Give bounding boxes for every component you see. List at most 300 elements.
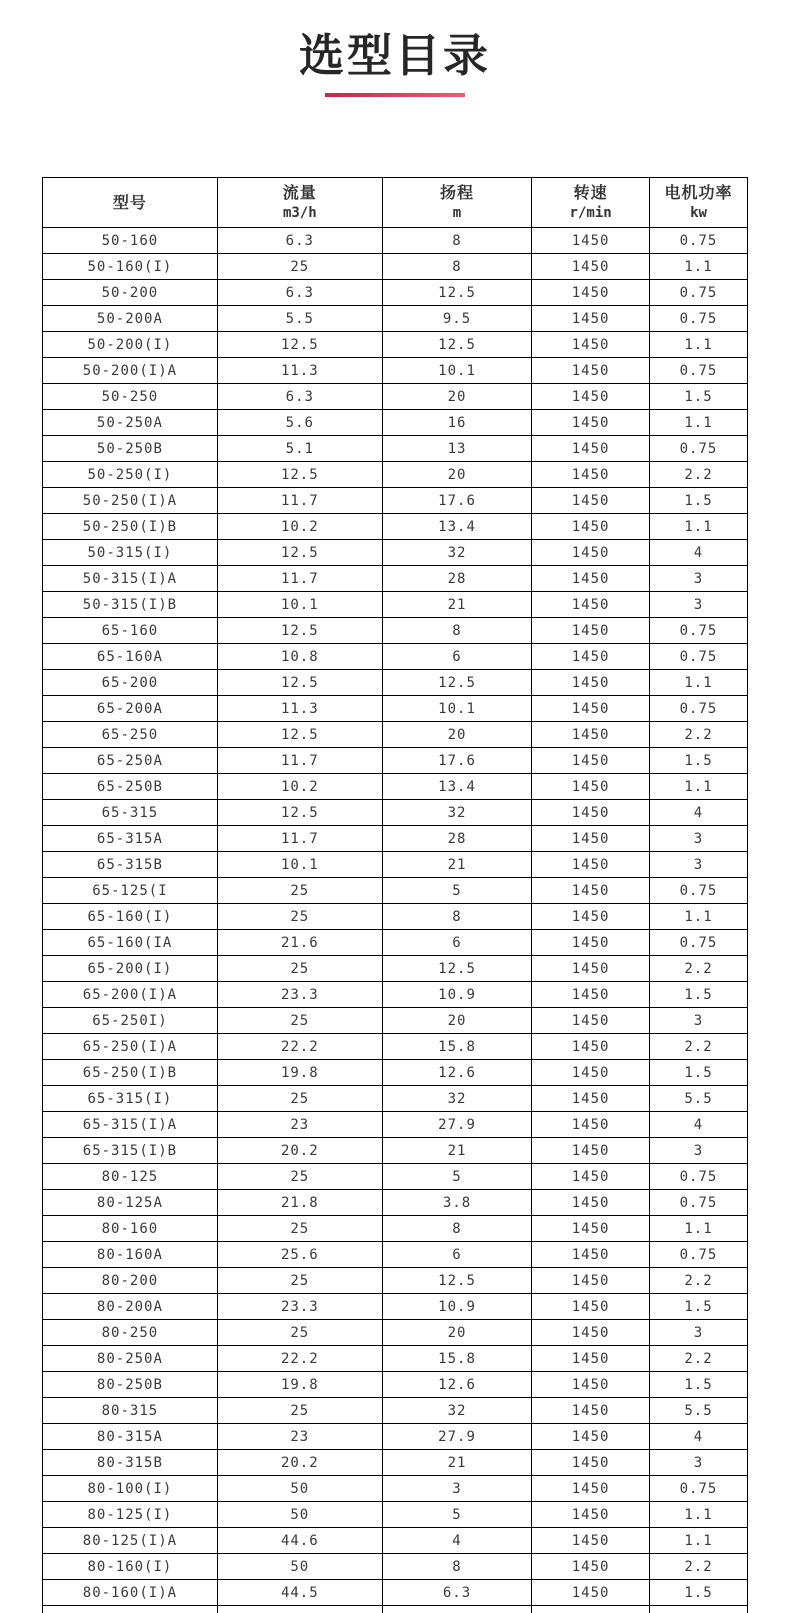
table-cell: 0.75	[649, 644, 747, 670]
table-cell: 10.2	[217, 514, 382, 540]
title-underline-bar	[325, 93, 465, 97]
table-cell: 0.75	[649, 696, 747, 722]
table-cell: 25	[217, 1086, 382, 1112]
table-cell: 1.1	[649, 1528, 747, 1554]
table-cell: 12.5	[217, 800, 382, 826]
table-cell: 1450	[532, 1216, 650, 1242]
table-cell: 20.2	[217, 1138, 382, 1164]
table-cell: 32	[382, 1086, 531, 1112]
table-cell: 5	[382, 1164, 531, 1190]
table-cell: 10.2	[217, 774, 382, 800]
table-cell: 3	[649, 852, 747, 878]
table-cell: 12.5	[382, 332, 531, 358]
table-cell: 1450	[532, 566, 650, 592]
table-cell: 5.6	[217, 410, 382, 436]
table-cell: 3	[649, 566, 747, 592]
table-cell: 1450	[532, 436, 650, 462]
table-cell: 3	[649, 1138, 747, 1164]
table-cell: 65-200A	[43, 696, 218, 722]
table-cell: 50-250A	[43, 410, 218, 436]
column-header-speed-label: 转速	[573, 183, 608, 202]
table-cell: 65-200(I)	[43, 956, 218, 982]
table-cell: 11.7	[217, 488, 382, 514]
table-cell: 23.3	[217, 1294, 382, 1320]
table-cell: 1450	[532, 228, 650, 254]
table-cell: 80-315A	[43, 1424, 218, 1450]
table-cell: 1450	[532, 1242, 650, 1268]
table-cell: 10.1	[217, 852, 382, 878]
column-header-power-unit: kw	[690, 205, 707, 221]
table-row	[43, 956, 748, 982]
table-cell: 50-250(I)B	[43, 514, 218, 540]
table-cell: 11.3	[217, 696, 382, 722]
table-cell: 23	[217, 1424, 382, 1450]
table-cell: 3	[649, 1008, 747, 1034]
table-row	[43, 800, 748, 826]
table-cell: 0.75	[649, 280, 747, 306]
table-cell: 0.75	[649, 358, 747, 384]
table-cell: 50-200(I)A	[43, 358, 218, 384]
table-cell: 2.2	[649, 1346, 747, 1372]
table-row	[43, 306, 748, 332]
table-cell: 44.6	[217, 1528, 382, 1554]
table-cell: 80-250B	[43, 1372, 218, 1398]
table-cell: 6	[382, 930, 531, 956]
table-cell: 20	[382, 384, 531, 410]
table-cell: 80-315B	[43, 1450, 218, 1476]
table-cell: 0.75	[649, 306, 747, 332]
table-row	[43, 826, 748, 852]
table-cell: 1450	[532, 306, 650, 332]
table-cell: 4	[649, 1424, 747, 1450]
table-row	[43, 1450, 748, 1476]
table-row	[43, 1138, 748, 1164]
table-cell: 8	[382, 618, 531, 644]
table-cell: 0.75	[649, 1164, 747, 1190]
table-cell: 65-125(I	[43, 878, 218, 904]
table-cell: 25	[217, 904, 382, 930]
table-cell: 2.2	[649, 1554, 747, 1580]
table-cell: 2.2	[649, 722, 747, 748]
table-cell: 0.75	[649, 1476, 747, 1502]
table-cell: 65-250	[43, 722, 218, 748]
table-cell: 1450	[532, 1372, 650, 1398]
table-cell: 65-250I)	[43, 1008, 218, 1034]
table-cell: 80-100(I)	[43, 1476, 218, 1502]
table-cell: 1450	[532, 748, 650, 774]
table-row	[43, 644, 748, 670]
table-cell	[217, 1606, 382, 1613]
table-cell: 50-160	[43, 228, 218, 254]
table-row	[43, 228, 748, 254]
table-cell: 1450	[532, 1476, 650, 1502]
table-row	[43, 1216, 748, 1242]
table-cell: 12.5	[382, 280, 531, 306]
table-row	[43, 1164, 748, 1190]
table-cell: 6.3	[217, 280, 382, 306]
table-row	[43, 878, 748, 904]
table-cell: 3.8	[382, 1190, 531, 1216]
table-cell: 80-200A	[43, 1294, 218, 1320]
table-cell: 50	[217, 1502, 382, 1528]
table-cell: 25	[217, 956, 382, 982]
table-cell: 10.1	[217, 592, 382, 618]
table-cell: 1450	[532, 930, 650, 956]
table-cell: 1450	[532, 410, 650, 436]
column-header-power	[649, 178, 747, 228]
table-cell: 1450	[532, 384, 650, 410]
table-cell: 15.8	[382, 1346, 531, 1372]
table-cell: 1.5	[649, 1060, 747, 1086]
table-cell: 1450	[532, 1034, 650, 1060]
table-cell: 65-315(I)B	[43, 1138, 218, 1164]
table-cell: 9.5	[382, 306, 531, 332]
table-cell: 50-250(I)A	[43, 488, 218, 514]
table-cell: 13.4	[382, 514, 531, 540]
table-cell: 3	[649, 1320, 747, 1346]
table-row	[43, 1060, 748, 1086]
table-row	[43, 436, 748, 462]
table-cell: 1.5	[649, 488, 747, 514]
table-cell: 25	[217, 1008, 382, 1034]
table-cell: 10.9	[382, 1294, 531, 1320]
table-cell: 65-250(I)B	[43, 1060, 218, 1086]
table-cell: 65-250B	[43, 774, 218, 800]
table-cell: 11.3	[217, 358, 382, 384]
table-row	[43, 1268, 748, 1294]
table-cell: 1450	[532, 1138, 650, 1164]
selection-table-container	[42, 177, 748, 1613]
table-cell: 50-160(I)	[43, 254, 218, 280]
table-row	[43, 852, 748, 878]
table-cell: 13	[382, 436, 531, 462]
table-cell: 80-125(I)	[43, 1502, 218, 1528]
table-row	[43, 1320, 748, 1346]
table-body	[43, 228, 748, 1613]
table-cell: 25	[217, 1164, 382, 1190]
table-row	[43, 1190, 748, 1216]
table-cell: 6.3	[217, 384, 382, 410]
table-cell: 8	[382, 254, 531, 280]
table-cell	[382, 1606, 531, 1613]
table-cell: 65-315(I)A	[43, 1112, 218, 1138]
table-cell: 25.6	[217, 1242, 382, 1268]
table-cell: 19.8	[217, 1060, 382, 1086]
table-row	[43, 540, 748, 566]
table-row	[43, 1398, 748, 1424]
table-row	[43, 618, 748, 644]
table-cell: 23	[217, 1112, 382, 1138]
table-cell: 50-250(I)	[43, 462, 218, 488]
table-row	[43, 1008, 748, 1034]
table-cell: 80-200	[43, 1268, 218, 1294]
table-cell: 5.5	[217, 306, 382, 332]
table-cell: 23.3	[217, 982, 382, 1008]
table-cell: 32	[382, 540, 531, 566]
table-row	[43, 1528, 748, 1554]
table-cell: 5.5	[649, 1398, 747, 1424]
table-cell: 0.75	[649, 930, 747, 956]
table-cell: 10.1	[382, 696, 531, 722]
table-cell: 1450	[532, 670, 650, 696]
table-cell: 80-160	[43, 1216, 218, 1242]
table-cell: 1450	[532, 696, 650, 722]
table-cell: 80-125A	[43, 1190, 218, 1216]
table-cell: 4	[649, 540, 747, 566]
table-cell: 25	[217, 1398, 382, 1424]
table-row	[43, 722, 748, 748]
table-cell: 44.5	[217, 1580, 382, 1606]
table-cell: 1450	[532, 592, 650, 618]
table-cell: 1450	[532, 1190, 650, 1216]
table-cell: 50-250B	[43, 436, 218, 462]
table-cell: 1450	[532, 514, 650, 540]
table-row	[43, 1424, 748, 1450]
table-cell: 65-200(I)A	[43, 982, 218, 1008]
table-cell: 80-125(I)A	[43, 1528, 218, 1554]
table-cell: 65-315B	[43, 852, 218, 878]
table-cell: 10.1	[382, 358, 531, 384]
table-row	[43, 332, 748, 358]
table-row-partial	[43, 1606, 748, 1613]
table-row	[43, 670, 748, 696]
table-cell: 12.5	[382, 1268, 531, 1294]
table-cell: 1450	[532, 800, 650, 826]
table-cell: 50-315(I)B	[43, 592, 218, 618]
table-cell: 0.75	[649, 1242, 747, 1268]
table-cell: 1.1	[649, 670, 747, 696]
table-cell: 25	[217, 1320, 382, 1346]
table-cell: 25	[217, 1216, 382, 1242]
table-cell: 5	[382, 878, 531, 904]
table-cell: 21	[382, 592, 531, 618]
table-row	[43, 696, 748, 722]
table-cell: 11.7	[217, 748, 382, 774]
table-cell: 21.6	[217, 930, 382, 956]
table-row	[43, 410, 748, 436]
table-cell: 12.5	[217, 332, 382, 358]
column-header-model	[43, 178, 218, 228]
table-row	[43, 592, 748, 618]
table-row	[43, 774, 748, 800]
table-cell: 0.75	[649, 1190, 747, 1216]
table-cell: 1450	[532, 1554, 650, 1580]
table-cell: 20	[382, 462, 531, 488]
table-cell: 11.7	[217, 826, 382, 852]
table-cell: 80-250A	[43, 1346, 218, 1372]
table-cell: 65-250(I)A	[43, 1034, 218, 1060]
table-cell: 5.1	[217, 436, 382, 462]
table-cell: 1.5	[649, 1294, 747, 1320]
table-cell: 1.1	[649, 1216, 747, 1242]
table-cell: 1.5	[649, 982, 747, 1008]
table-cell: 1450	[532, 852, 650, 878]
table-row	[43, 1294, 748, 1320]
table-cell: 0.75	[649, 618, 747, 644]
table-cell: 1450	[532, 1502, 650, 1528]
table-cell: 1.5	[649, 748, 747, 774]
table-cell: 1.5	[649, 1580, 747, 1606]
table-cell: 25	[217, 878, 382, 904]
table-cell: 21	[382, 1138, 531, 1164]
table-cell: 21	[382, 1450, 531, 1476]
table-row	[43, 904, 748, 930]
table-cell: 1450	[532, 462, 650, 488]
table-row	[43, 280, 748, 306]
table-cell	[649, 1606, 747, 1613]
table-cell: 1450	[532, 826, 650, 852]
table-cell: 12.6	[382, 1372, 531, 1398]
table-row	[43, 930, 748, 956]
table-row	[43, 488, 748, 514]
column-header-power-label: 电机功率	[664, 183, 733, 202]
table-cell: 65-250A	[43, 748, 218, 774]
table-cell: 10.9	[382, 982, 531, 1008]
table-cell: 1450	[532, 982, 650, 1008]
table-cell: 0.75	[649, 878, 747, 904]
table-cell: 22.2	[217, 1346, 382, 1372]
column-header-speed	[532, 178, 650, 228]
table-row	[43, 1112, 748, 1138]
table-cell: 8	[382, 1216, 531, 1242]
table-cell: 1450	[532, 1450, 650, 1476]
table-row	[43, 1346, 748, 1372]
table-cell: 2.2	[649, 956, 747, 982]
table-cell: 21.8	[217, 1190, 382, 1216]
table-row	[43, 1554, 748, 1580]
table-cell: 25	[217, 1268, 382, 1294]
table-cell: 20	[382, 1320, 531, 1346]
table-row	[43, 384, 748, 410]
table-cell: 15.8	[382, 1034, 531, 1060]
table-cell: 1450	[532, 1060, 650, 1086]
table-cell: 32	[382, 800, 531, 826]
table-cell: 32	[382, 1398, 531, 1424]
table-cell: 17.6	[382, 488, 531, 514]
table-cell: 10.8	[217, 644, 382, 670]
table-cell: 50-250	[43, 384, 218, 410]
table-cell: 80-125	[43, 1164, 218, 1190]
table-cell: 80-315	[43, 1398, 218, 1424]
table-cell: 2.2	[649, 1268, 747, 1294]
table-cell: 17.6	[382, 748, 531, 774]
table-cell: 8	[382, 228, 531, 254]
table-cell: 6	[382, 644, 531, 670]
column-header-flow	[217, 178, 382, 228]
table-row	[43, 254, 748, 280]
table-cell: 65-160(I)	[43, 904, 218, 930]
table-cell: 12.5	[217, 618, 382, 644]
table-cell: 65-315	[43, 800, 218, 826]
table-cell: 20	[382, 722, 531, 748]
table-cell: 1.1	[649, 774, 747, 800]
table-cell: 5.5	[649, 1086, 747, 1112]
table-cell: 2.2	[649, 1034, 747, 1060]
table-cell: 1450	[532, 1346, 650, 1372]
table-cell: 1.1	[649, 904, 747, 930]
table-cell: 3	[649, 826, 747, 852]
table-row	[43, 1242, 748, 1268]
table-cell: 12.5	[217, 540, 382, 566]
table-cell: 65-160A	[43, 644, 218, 670]
table-cell: 11.7	[217, 566, 382, 592]
table-row	[43, 1372, 748, 1398]
table-cell: 12.5	[217, 670, 382, 696]
table-row	[43, 1034, 748, 1060]
table-cell: 12.5	[382, 956, 531, 982]
table-cell: 27.9	[382, 1112, 531, 1138]
table-cell: 65-160	[43, 618, 218, 644]
table-row	[43, 514, 748, 540]
table-cell: 1450	[532, 878, 650, 904]
table-cell: 12.5	[382, 670, 531, 696]
table-cell	[43, 1606, 218, 1613]
table-row	[43, 1476, 748, 1502]
table-row	[43, 358, 748, 384]
column-header-flow-unit: m3/h	[282, 205, 317, 221]
table-cell: 21	[382, 852, 531, 878]
table-cell: 1450	[532, 722, 650, 748]
table-cell: 50	[217, 1476, 382, 1502]
table-cell: 2.2	[649, 462, 747, 488]
table-row	[43, 1580, 748, 1606]
table-cell: 1450	[532, 1294, 650, 1320]
table-cell: 0.75	[649, 436, 747, 462]
table-header-row	[43, 178, 748, 228]
table-cell: 1450	[532, 1320, 650, 1346]
table-cell: 22.2	[217, 1034, 382, 1060]
column-header-flow-label: 流量	[282, 183, 317, 202]
column-header-model-label: 型号	[112, 193, 147, 212]
table-cell: 1.1	[649, 254, 747, 280]
table-cell: 1.1	[649, 1502, 747, 1528]
table-cell: 1450	[532, 1268, 650, 1294]
table-cell: 50-315(I)A	[43, 566, 218, 592]
table-row	[43, 462, 748, 488]
table-cell: 1450	[532, 1164, 650, 1190]
table-cell: 16	[382, 410, 531, 436]
page-title: 选型目录	[298, 29, 491, 82]
table-cell: 3	[382, 1476, 531, 1502]
column-header-head-unit: m	[452, 205, 462, 221]
table-cell: 65-315(I)	[43, 1086, 218, 1112]
table-cell: 1450	[532, 956, 650, 982]
table-cell: 50-315(I)	[43, 540, 218, 566]
table-cell: 8	[382, 1554, 531, 1580]
table-cell: 80-250	[43, 1320, 218, 1346]
pump-selection-table	[42, 177, 748, 1613]
table-cell: 1450	[532, 332, 650, 358]
table-cell: 1450	[532, 1112, 650, 1138]
table-cell: 65-315A	[43, 826, 218, 852]
table-cell: 50-200(I)	[43, 332, 218, 358]
table-cell: 1450	[532, 358, 650, 384]
table-cell: 80-160(I)	[43, 1554, 218, 1580]
table-cell	[532, 1606, 650, 1613]
table-cell: 1450	[532, 618, 650, 644]
table-cell: 1450	[532, 1398, 650, 1424]
table-row	[43, 748, 748, 774]
table-cell: 1.5	[649, 384, 747, 410]
table-cell: 1.1	[649, 514, 747, 540]
table-cell: 6.3	[217, 228, 382, 254]
table-cell: 1.5	[649, 1372, 747, 1398]
table-cell: 13.4	[382, 774, 531, 800]
table-cell: 3	[649, 592, 747, 618]
table-cell: 4	[649, 1112, 747, 1138]
table-cell: 20	[382, 1008, 531, 1034]
table-cell: 1450	[532, 280, 650, 306]
